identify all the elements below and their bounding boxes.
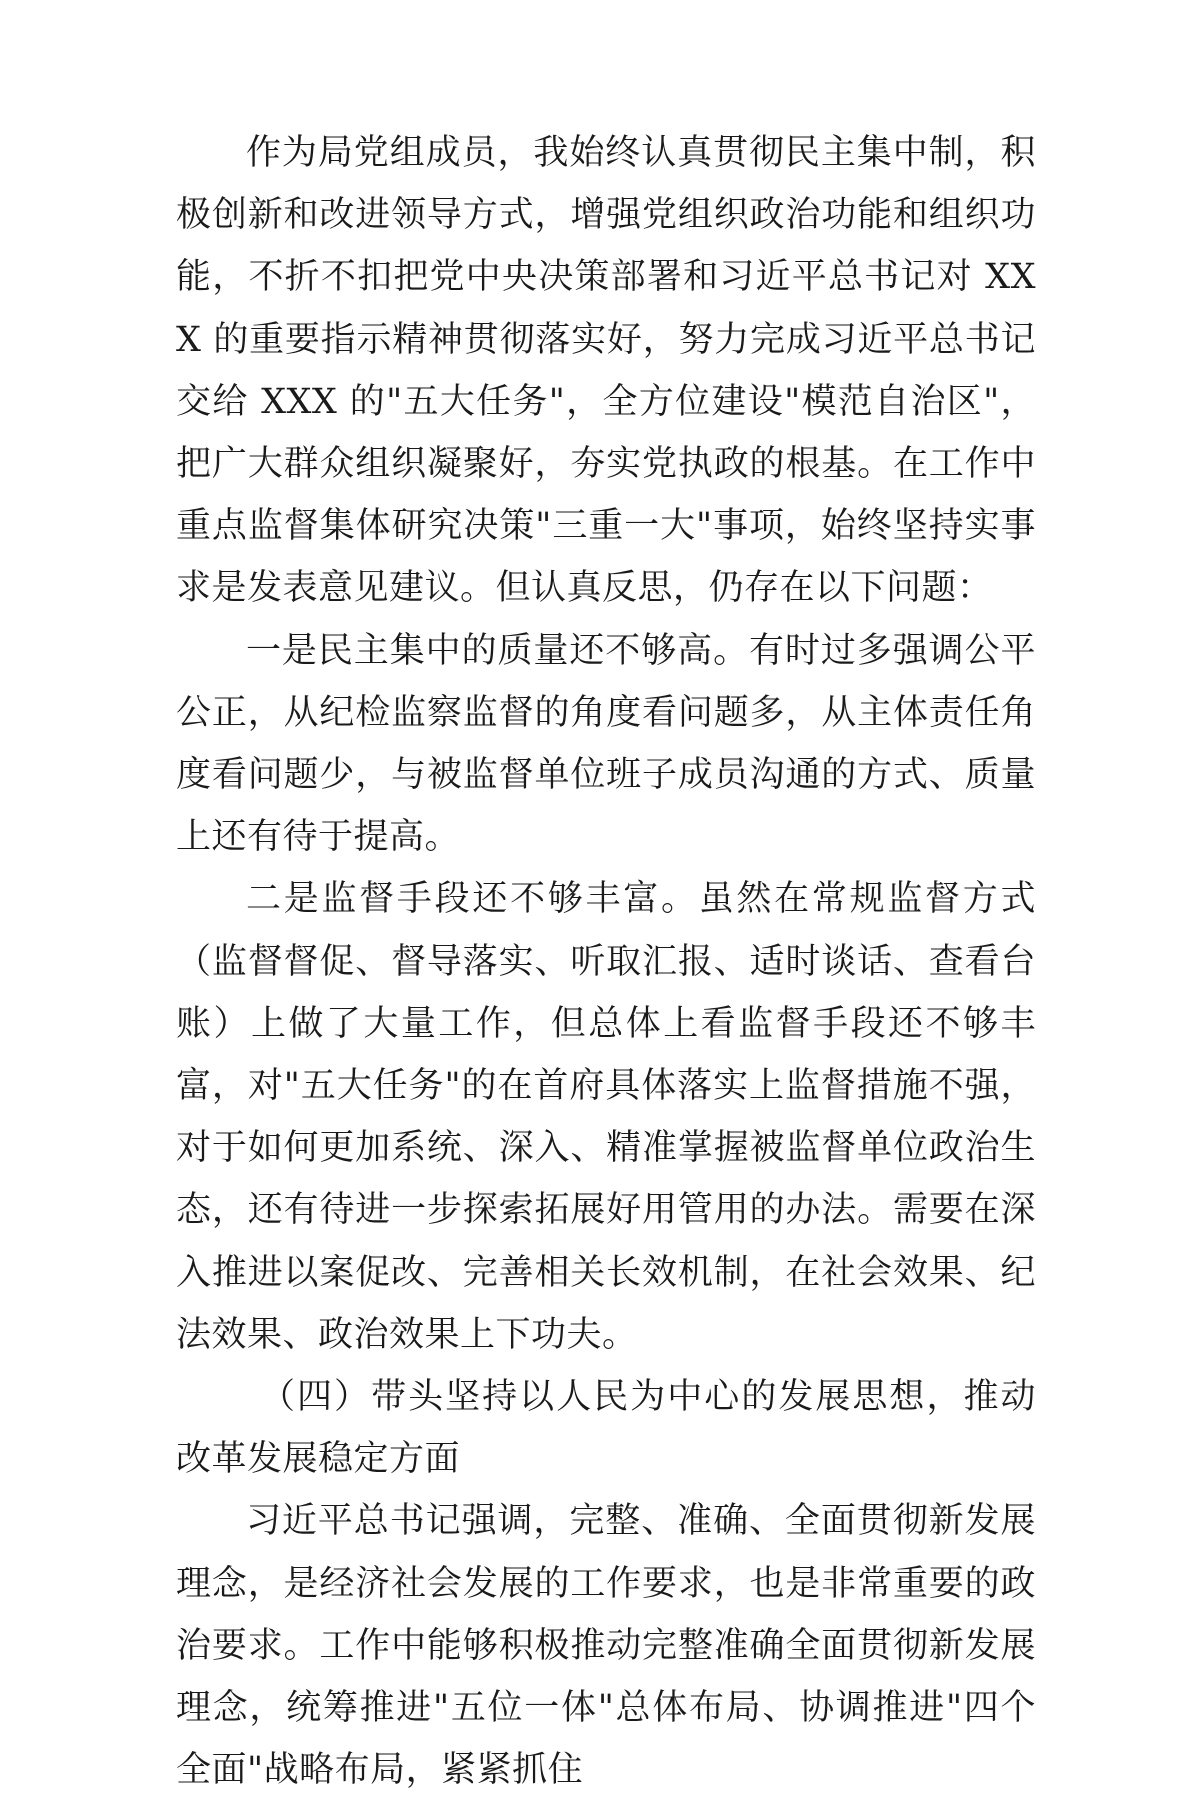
document-body	[176, 122, 1036, 1801]
paragraph-party-group-role: 作为局党组成员，我始终认真贯彻民主集中制，积极创新和改进领导方式，增强党组织政治功能和组织功能，不折不扣把党中央决策部署和习近平总书记对 XXX 的重要指示精神贯彻落实好，努力完成习近平总书记交给 XXX 的"五大任务"，全方位建设"模范自治区"，把广大群众组织凝聚好，夯实党执政的根基。在工作中重点监督集体研究决策"三重一大"事项，始终坚持实事求是发表意见建议。但认真反思，仍存在以下问题：	[176, 133, 1036, 609]
paragraph-issue-democratic-centralism: 一是民主集中的质量还不够高。有时过多强调公平公正，从纪检监察监督的角度看问题多，从主体责任角度看问题少，与被监督单位班子成员沟通的方式、质量上还有待于提高。	[176, 630, 1036, 858]
section-heading-four: （四）带头坚持以人民为中心的发展思想，推动改革发展稳定方面	[176, 1377, 1036, 1480]
paragraph-new-development-philosophy: 习近平总书记强调，完整、准确、全面贯彻新发展理念，是经济社会发展的工作要求，也是非常重要的政治要求。工作中能够积极推动完整准确全面贯彻新发展理念，统筹推进"五位一体"总体布局、协调推进"四个全面"战略布局，紧紧抓住	[176, 1501, 1036, 1791]
paragraph-issue-supervision-means: 二是监督手段还不够丰富。虽然在常规监督方式（监督督促、督导落实、听取汇报、适时谈话、查看台账）上做了大量工作，但总体上看监督手段还不够丰富，对"五大任务"的在首府具体落实上监督措施不强，对于如何更加系统、深入、精准掌握被监督单位政治生态，还有待进一步探索拓展好用管用的办法。需要在深入推进以案促改、完善相关长效机制，在社会效果、纪法效果、政治效果上下功夫。	[176, 879, 1036, 1355]
